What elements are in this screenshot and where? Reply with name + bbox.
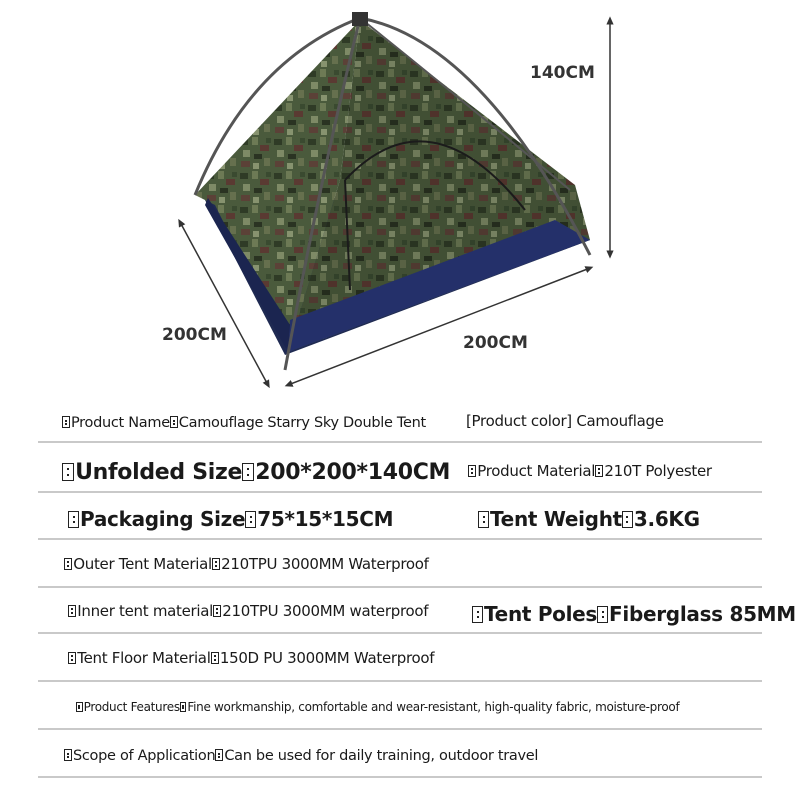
missing-glyph-icon [64,558,72,570]
missing-glyph-icon [68,652,76,664]
spec-packaging-size: Packaging Size 75*15*15CM [68,509,393,529]
spec-inner-tent: Inner tent material 210TPU 3000MM waterproof [68,604,428,619]
missing-glyph-icon [215,749,223,761]
missing-glyph-icon [595,465,603,477]
divider [38,441,762,443]
spec-unfolded-size: Unfolded Size 200*200*140CM [62,462,450,484]
missing-glyph-icon [68,511,79,527]
missing-glyph-icon [622,511,633,527]
missing-glyph-icon [68,605,76,617]
spec-product-features: Product Features Fine workmanship, comfortable and wear-resistant, high-quality fabric, moisture-proof [76,701,679,713]
spec-scope-of-application: Scope of Application Can be used for daily training, outdoor travel [64,749,538,764]
missing-glyph-icon [213,605,221,617]
missing-glyph-icon [468,465,476,477]
spec-product-name: Product Name Camouflage Starry Sky Double Tent [62,416,426,431]
missing-glyph-icon [212,558,220,570]
missing-glyph-icon [64,749,72,761]
divider [38,776,762,778]
height-dimension-label: 140CM [530,63,595,83]
spec-outer-tent: Outer Tent Material 210TPU 3000MM Waterproof [64,557,429,572]
missing-glyph-icon [597,606,608,622]
missing-glyph-icon [245,511,256,527]
missing-glyph-icon [211,652,219,664]
missing-glyph-icon [478,511,489,527]
missing-glyph-icon [62,416,70,428]
missing-glyph-icon [180,702,187,712]
spec-tent-poles: Tent Poles Fiberglass 85MM [472,604,796,624]
spec-tent-weight: Tent Weight 3.6KG [478,509,700,529]
divider [38,728,762,730]
depth-dimension-label: 200CM [162,325,227,345]
missing-glyph-icon [62,463,74,481]
spec-product-color: [Product color] Camouflage [466,412,664,430]
divider [38,491,762,493]
missing-glyph-icon [76,702,83,712]
spec-tent-floor: Tent Floor Material 150D PU 3000MM Waterproof [68,651,434,666]
missing-glyph-icon [170,416,178,428]
spec-product-material: Product Material 210T Polyester [468,464,712,479]
divider [38,538,762,540]
missing-glyph-icon [242,463,254,481]
divider [38,680,762,682]
divider [38,632,762,634]
divider [38,586,762,588]
missing-glyph-icon [472,606,483,622]
width-dimension-label: 200CM [463,333,528,353]
